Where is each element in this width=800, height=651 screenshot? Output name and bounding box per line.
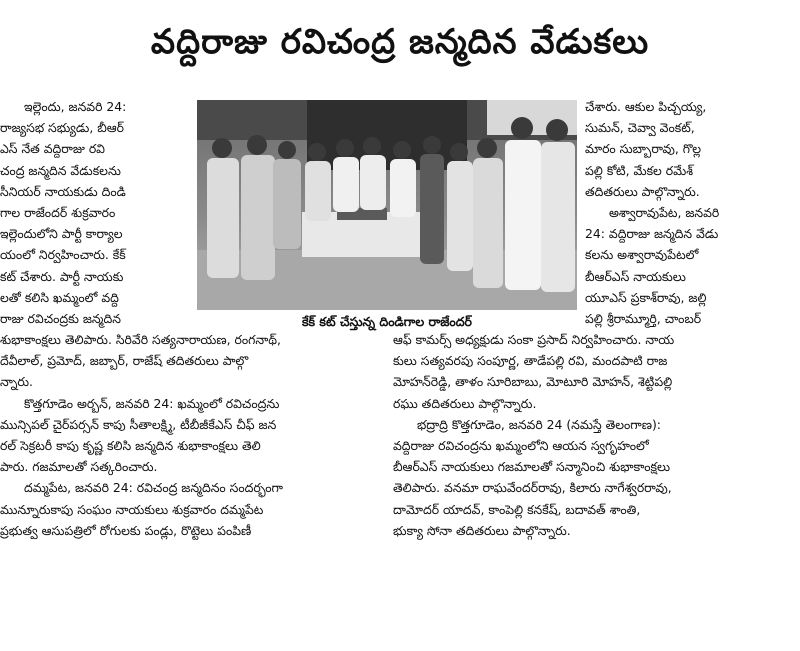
text-line: మున్సిపల్ చైర్‌పర్సన్ కాపు సీతాలక్ష్మి, టీబీజీకేఎస్ చీఫ్ జన — [0, 416, 277, 432]
text-line: చంద్ర జన్మదిన వేడుకలను — [0, 162, 121, 178]
text-line: భద్రాద్రి కొత్తగూడెం, జనవరి 24 (నమస్తే తెలంగాణ): — [417, 416, 661, 432]
text-line: యంలో నిర్వహించారు. కేక్ — [0, 247, 126, 263]
text-line: ఆఫ్ కామర్స్ అధ్యక్షుడు సంకా ప్రసాద్ నిర్వహించారు. నాయ — [393, 332, 675, 347]
article-column-bottom-right — [393, 329, 765, 541]
text-line: రాజు రవిచంద్రకు జన్మదిన — [0, 311, 121, 327]
text-line: అశ్వారావుపేట, జనవరి — [609, 205, 720, 221]
text-line: భుక్యా సోనా తదితరులు పాల్గొన్నారు. — [393, 522, 571, 538]
text-line: ఇల్లెందులోని పార్టీ కార్యాల — [0, 226, 123, 242]
text-line: లతో కలిసి ఖమ్మంలో వద్ది — [0, 289, 119, 305]
text-line: సీనియర్ నాయకుడు దిండి — [0, 183, 126, 199]
text-line: బీఆర్ఎస్ నాయకులు గజమాలతో సన్మానించి శుభాకాంక్షలు — [393, 459, 671, 475]
text-line: పల్లి కోటి, మేకల రమేశ్ — [585, 162, 694, 178]
text-line: చేశారు. ఆకుల పిచ్చయ్య, — [585, 99, 707, 114]
text-line: 24: వద్దిరాజు జన్మదిన వేడు — [585, 226, 719, 242]
news-photo — [197, 100, 577, 310]
text-line: యూఎస్ ప్రకాశ్‌రావు, జల్లి — [585, 289, 707, 305]
text-line: కట్ చేశారు. పార్టీ నాయకు — [0, 268, 124, 284]
text-line: తెలిపారు. వనమా రాఘవేందర్‌రావు, కిలారు నాగేశ్వరరావు, — [393, 480, 672, 496]
text-line: ఎస్ నేత వద్దిరాజు రవి — [0, 141, 105, 157]
text-line: దామోదర్ యాదవ్, కాంపెల్లి కనకేష్, బదావత్ శాంతి, — [393, 501, 641, 517]
photo-illustration — [197, 100, 577, 310]
text-line: దమ్మపేట, జనవరి 24: రవిచంద్ర జన్మదినం సందర్భంగా — [24, 480, 283, 496]
text-line: రాజ్యసభ సభ్యుడు, బీఆర్ — [0, 120, 125, 136]
headline: వద్దిరాజు రవిచంద్ర జన్మదిన వేడుకలు — [150, 22, 650, 62]
text-line: వద్దిరాజు రవిచంద్రను ఖమ్మంలోని ఆయన స్వగృహంలో — [393, 438, 649, 454]
text-line: కొత్తగూడెం అర్బన్, జనవరి 24: ఖమ్మంలో రవిచంద్రను — [24, 395, 280, 411]
text-line: న్నారు. — [0, 374, 33, 390]
text-line: తదితరులు పాల్గొన్నారు. — [585, 183, 700, 199]
text-line: రఘు తదితరులు పాల్గొన్నారు. — [393, 395, 537, 411]
text-line: పల్లి శ్రీరామ్మూర్తి, చాంబర్ — [585, 311, 702, 327]
text-line: కులు సత్యవరపు సంపూర్ణ, తాడేపల్లి రవి, మందపాటి రాజ — [393, 353, 668, 369]
text-line: రల్ సెక్రటరీ కాపు కృష్ణ కలిసి జన్మదిన శుభాకాంక్షలు తెలి — [0, 438, 261, 454]
text-line: గాల రాజేందర్ శుక్రవారం — [0, 205, 116, 221]
text-line: కలను అశ్వారావుపేటలో — [585, 247, 699, 263]
article-column-right — [585, 96, 800, 329]
photo-caption: కేక్ కట్ చేస్తున్న దిండిగాల రాజేందర్ — [302, 314, 472, 329]
text-line: మున్నూరుకాపు సంఘం నాయకులు శుక్రవారం దమ్మపేట — [0, 501, 264, 517]
text-line: ప్రభుత్వ ఆసుపత్రిలో రోగులకు పండ్లు, రొట్టెలు పంపిణీ — [0, 522, 252, 538]
article-column-left — [0, 96, 190, 329]
text-line: దేవీలాల్, ప్రమోద్, జబ్బార్, రాజేష్ తదితరులు పాల్గొ — [0, 353, 249, 369]
text-line: మారం సుబ్బారావు, గొల్ల — [585, 141, 701, 157]
text-line: పారు. గజమాలతో సత్కరించారు. — [0, 459, 158, 475]
text-line: సుమన్, చెవ్వా వెంకట్, — [585, 120, 695, 136]
text-line: శుభాకాంక్షలు తెలిపారు. సిరివేరి సత్యనారాయణ, రంగనాథ్, — [0, 332, 281, 347]
article-column-bottom-left — [0, 329, 390, 541]
text-line: మోహన్‌రెడ్డి, తాళం సూరిబాబు, మోటూరి మోహన్, శెట్టిపల్లి — [393, 374, 673, 390]
text-line: బీఆర్ఎస్ నాయకులు — [585, 268, 686, 284]
text-line: ఇల్లెందు, జనవరి 24: — [24, 99, 127, 114]
